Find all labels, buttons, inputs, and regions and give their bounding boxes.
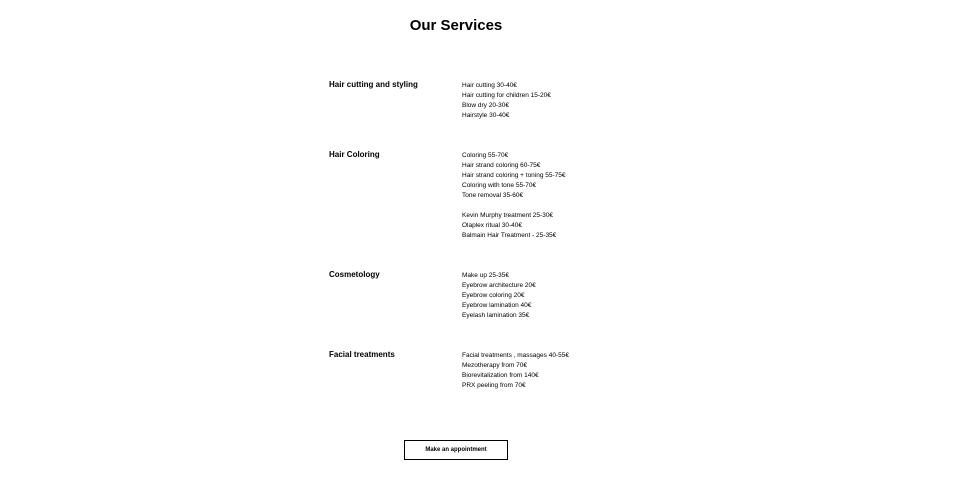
service-item: Coloring with tone 55-70€ xyxy=(462,182,537,189)
service-item: Facial treatments , massages 40-55€ xyxy=(462,352,569,359)
service-item: Hairstyle 30-40€ xyxy=(462,112,510,119)
service-item: Kevin Murphy treatment 25-30€ xyxy=(462,212,554,219)
service-list xyxy=(462,151,622,241)
section-title: Hair Coloring xyxy=(329,150,380,159)
make-appointment-button[interactable]: Make an appointment xyxy=(404,440,508,460)
service-item: Tone removal 35-60€ xyxy=(462,192,524,199)
section-title: Cosmetology xyxy=(329,270,380,279)
service-item: Eyelash lamination 35€ xyxy=(462,312,530,319)
service-item: Hair cutting for children 15-20€ xyxy=(462,92,551,99)
service-item: Balmain Hair Treatment - 25-35€ xyxy=(462,232,557,239)
section-title: Facial treatments xyxy=(329,350,395,359)
service-item: Mezotherapy from 70€ xyxy=(462,362,528,369)
page-title: Our Services xyxy=(409,17,503,34)
service-item: Olaplex ritual 30-40€ xyxy=(462,222,522,229)
service-item: Hair strand coloring 60-75€ xyxy=(462,162,541,169)
service-item: Hair cutting 30-40€ xyxy=(462,82,517,89)
service-list xyxy=(462,351,622,391)
service-list xyxy=(462,271,622,321)
section-title: Hair cutting and styling xyxy=(329,80,418,89)
service-item: Blow dry 20-30€ xyxy=(462,102,509,109)
service-item: Eyebrow coloring 20€ xyxy=(462,292,525,299)
service-item: Eyebrow lamination 40€ xyxy=(462,302,532,309)
service-item: Biorevitalization from 140€ xyxy=(462,372,539,379)
service-item: PRX peeling from 70€ xyxy=(462,382,526,389)
service-list xyxy=(462,81,622,121)
service-item: Hair strand coloring + toning 55-75€ xyxy=(462,172,566,179)
service-item: Coloring 55-70€ xyxy=(462,152,509,159)
service-item: Make up 25-35€ xyxy=(462,272,509,279)
service-item: Eyebrow architecture 20€ xyxy=(462,282,536,289)
